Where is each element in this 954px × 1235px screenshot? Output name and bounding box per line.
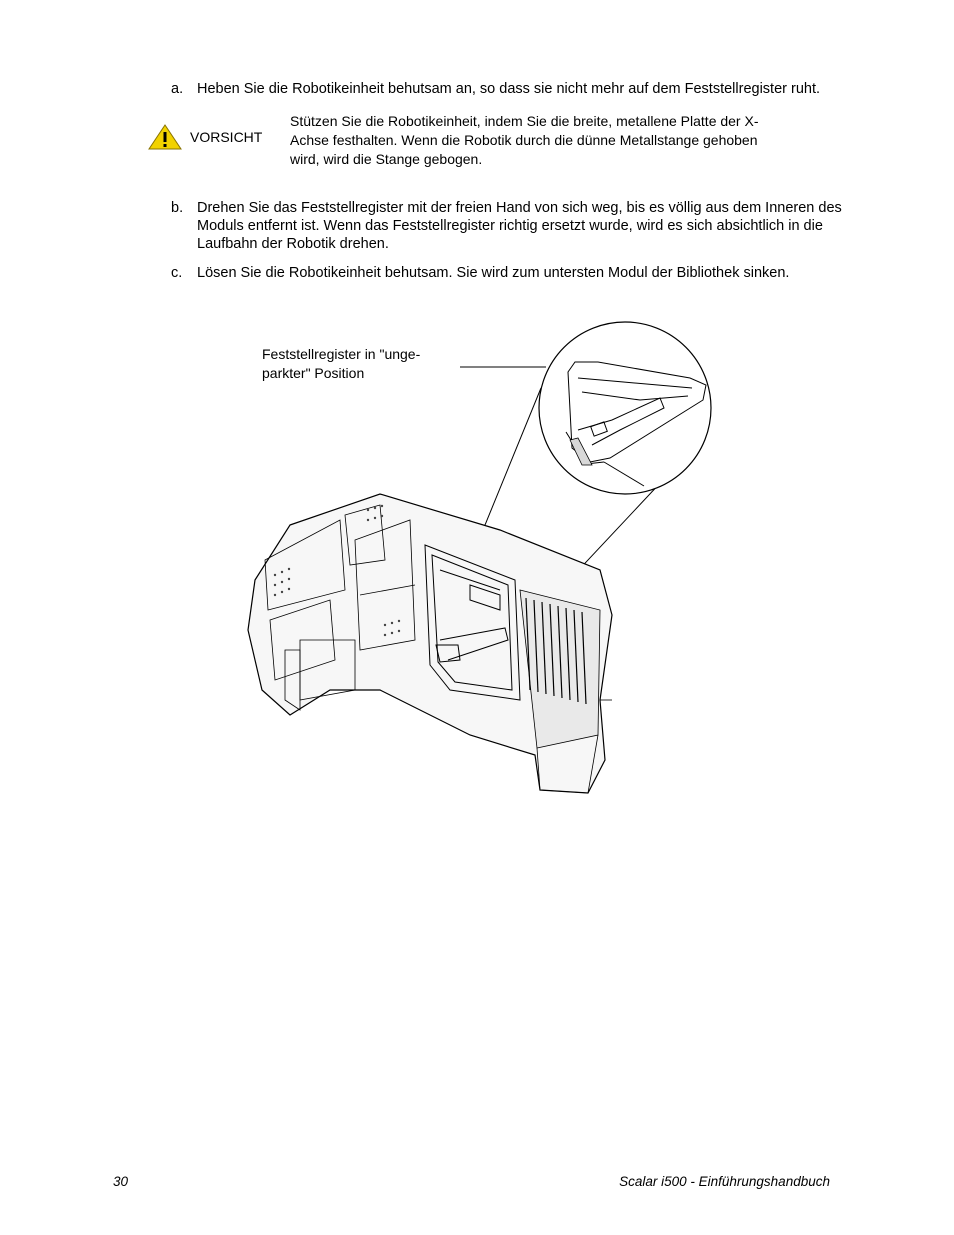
caution-label: VORSICHT — [190, 129, 263, 145]
document-title: Scalar i500 - Einführungshandbuch — [619, 1174, 830, 1189]
step-text: Drehen Sie das Feststellregister mit der freien Hand von sich weg, bis es völlig aus dem Inneren des Moduls entfernt ist. Wenn das Feststellregister richtig ersetzt wurde, wird es sich absichtlich in die Laufbahn der Robotik drehen. — [197, 200, 842, 252]
caution-box — [148, 112, 788, 176]
step-text: Heben Sie die Robotikeinheit behutsam an, so dass sie nicht mehr auf dem Feststellregister ruht. — [197, 81, 821, 97]
step-text: Lösen Sie die Robotikeinheit behutsam. Sie wird zum untersten Modul der Bibliothek sinken. — [197, 265, 790, 281]
step-marker: c. — [171, 265, 183, 281]
warning-triangle-icon — [148, 124, 182, 150]
figure-callout: Feststellregister in "unge-parkter" Position — [262, 346, 421, 381]
step-marker: a. — [171, 81, 184, 97]
step-marker: b. — [171, 200, 184, 216]
page-number: 30 — [113, 1174, 129, 1189]
caution-text: Stützen Sie die Robotikeinheit, indem Sie die breite, metallene Platte der X-Achse festhalten. Wenn die Robotik durch die dünne Metallstange gehoben wird, wird die Stange gebogen. — [290, 113, 759, 167]
robotics-illustration — [240, 320, 720, 800]
